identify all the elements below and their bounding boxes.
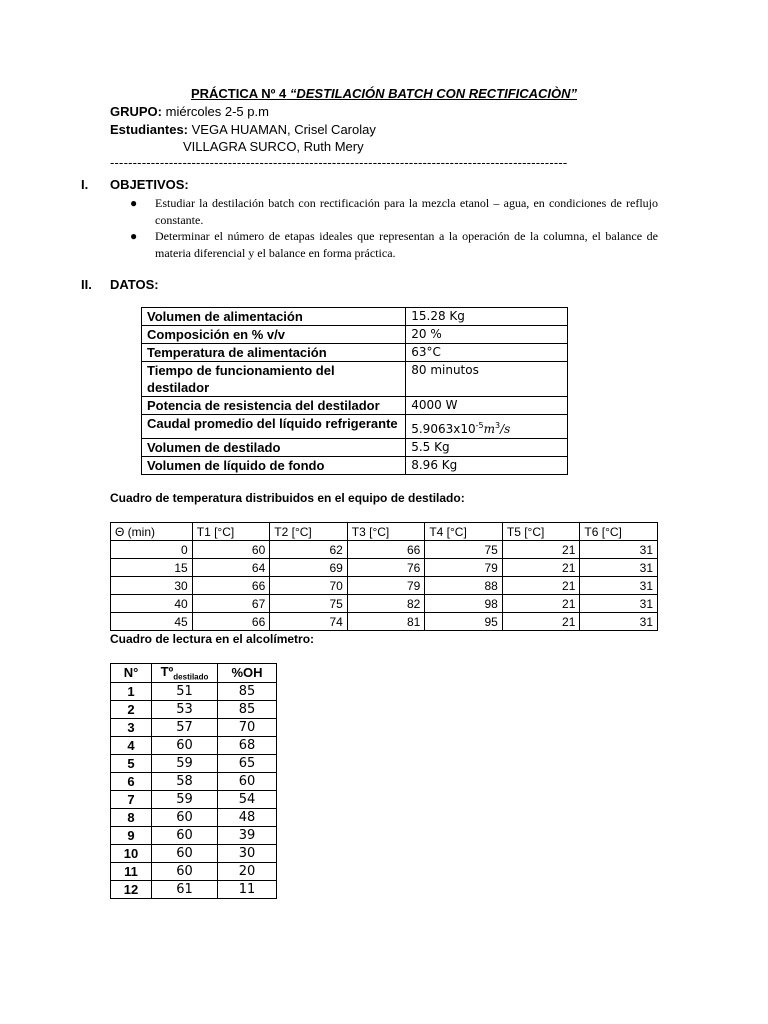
table-row: 4 60 68 xyxy=(111,736,277,754)
section-datos-title: DATOS: xyxy=(110,277,159,292)
temperature-table-caption: Cuadro de temperatura distribuidos en el equipo de destilado: xyxy=(110,491,465,505)
section-num-1: I. xyxy=(81,177,89,192)
table-row: Tiempo de funcionamiento del destilador 80 minutos xyxy=(142,362,568,397)
table-row: 10 60 30 xyxy=(111,844,277,862)
grupo-line: GRUPO: miércoles 2-5 p.m xyxy=(110,104,269,119)
alcoholimeter-table-caption: Cuadro de lectura en el alcolímetro: xyxy=(110,632,315,646)
estudiantes-line: Estudiantes: VEGA HUAMAN, Crisel Carolay xyxy=(110,122,376,137)
datos-table xyxy=(141,307,568,475)
table-header-row: Θ (min) T1 [°C] T2 [°C] T3 [°C] T4 [°C] T5 [°C] T6 [°C] xyxy=(111,523,658,541)
section-objetivos-title: OBJETIVOS: xyxy=(110,177,189,192)
table-row: 15 64 69 76 79 21 31 xyxy=(111,559,658,577)
table-row: 7 59 54 xyxy=(111,790,277,808)
table-row: Composición en % v/v 20 % xyxy=(142,326,568,344)
bullet-icon: ● xyxy=(130,229,138,243)
section-num-2: II. xyxy=(81,277,92,292)
table-row: 12 61 11 xyxy=(111,880,277,898)
table-row: Temperatura de alimentación 63°C xyxy=(142,344,568,362)
table-row: 3 57 70 xyxy=(111,718,277,736)
separator: ----------------------------------------------------------------------------------------------------- xyxy=(110,155,568,170)
alcoholimeter-table xyxy=(110,663,277,899)
table-row: 40 67 75 82 98 21 31 xyxy=(111,595,658,613)
student-2: VILLAGRA SURCO, Ruth Mery xyxy=(183,139,364,154)
table-row: 6 58 60 xyxy=(111,772,277,790)
table-row: Volumen de destilado 5.5 Kg xyxy=(142,439,568,457)
bullet-icon: ● xyxy=(130,196,138,210)
objective-item-2: ● Determinar el número de etapas ideales que representan a la operación de la columna, el balance de materia diferencial y el balance en forma práctica. xyxy=(130,229,658,260)
table-row: 8 60 48 xyxy=(111,808,277,826)
table-row: 30 66 70 79 88 21 31 xyxy=(111,577,658,595)
temperature-table xyxy=(110,522,658,631)
table-row: 2 53 85 xyxy=(111,700,277,718)
table-header-row: N° Tº$_{destilado}$ %OH xyxy=(111,664,277,683)
table-row: 45 66 74 81 95 21 31 xyxy=(111,613,658,631)
table-row: 5 59 65 xyxy=(111,754,277,772)
table-row: Caudal promedio del líquido refrigerante $5.9063x10^{-5}m^3/s$ xyxy=(142,415,568,439)
objective-item-1: ● Estudiar la destilación batch con rectificación para la mezcla etanol – agua, en condiciones de reflujo constante. xyxy=(130,196,658,227)
table-row: 1 51 85 xyxy=(111,682,277,700)
table-row: 9 60 39 xyxy=(111,826,277,844)
table-row: Volumen de líquido de fondo 8.96 Kg xyxy=(142,457,568,475)
table-row: 0 60 62 66 75 21 31 xyxy=(111,541,658,559)
page-title: PRÁCTICA Nº 4 “DESTILACIÓN BATCH CON RECTIFICACIÒN” xyxy=(190,86,578,101)
table-row: 11 60 20 xyxy=(111,862,277,880)
table-row: Potencia de resistencia del destilador 4000 W xyxy=(142,397,568,415)
table-row: Volumen de alimentación 15.28 Kg xyxy=(142,308,568,326)
